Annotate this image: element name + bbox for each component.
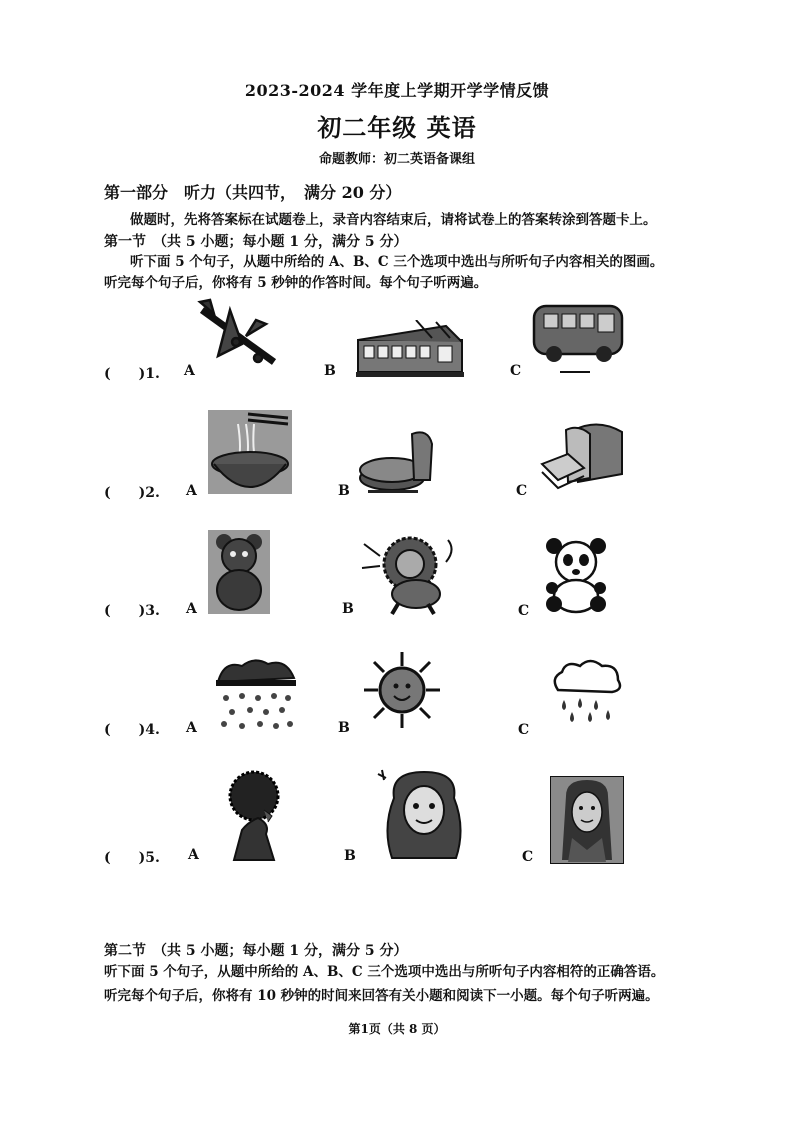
question-5-option-a: A xyxy=(188,847,199,863)
question-3-option-c: C xyxy=(518,603,530,619)
question-5-option-c: C xyxy=(522,849,534,865)
question-1-option-c: C xyxy=(510,363,522,379)
bread-icon xyxy=(538,420,628,496)
question-5-option-b: B xyxy=(344,848,356,864)
question-2-number: ( )2. xyxy=(104,485,160,501)
question-3-option-a: A xyxy=(186,601,197,617)
train-icon xyxy=(356,320,466,378)
panda-icon xyxy=(540,536,612,614)
question-3-option-b: B xyxy=(342,601,354,617)
question-4-option-a: A xyxy=(186,720,197,736)
sun-icon xyxy=(362,650,442,730)
section1-heading: 第一节 （共 5 小题；每小题 1 分，满分 5 分） xyxy=(104,234,408,250)
question-4-option-b: B xyxy=(338,720,350,736)
airplane-icon xyxy=(196,296,282,378)
page-number: 第1页（共 8 页） xyxy=(348,1022,446,1036)
section2-instructions-2: 听完每个句子后，你将有 10 秒钟的时间来回答有关小题和阅读下一小题。每个句子听两遍。 xyxy=(104,988,659,1004)
question-4-number: ( )4. xyxy=(104,722,160,738)
section1-instructions-2: 听完每个句子后，你将有 5 秒钟的作答时间。每个句子听两遍。 xyxy=(104,275,488,291)
question-4-option-c: C xyxy=(518,722,530,738)
exam-subject-title: 初二年级 英语 xyxy=(317,113,477,142)
question-3-number: ( )3. xyxy=(104,603,160,619)
rain-icon xyxy=(550,658,624,724)
cake-icon xyxy=(358,424,438,494)
section2-heading: 第二节 （共 5 小题；每小题 1 分，满分 5 分） xyxy=(104,943,408,959)
part1-heading: 第一部分 听力（共四节， 满分 20 分） xyxy=(104,183,402,202)
question-2-option-c: C xyxy=(516,483,528,499)
exam-title: 2023-2024 学年度上学期开学学情反馈 xyxy=(244,81,550,100)
section2-instructions-1: 听下面 5 个句子，从题中所给的 A、B、C 三个选项中选出与所听句子内容相符的正确答语。 xyxy=(104,964,665,980)
lion-icon xyxy=(358,530,458,616)
section1-instructions-1: 听下面 5 个句子，从题中所给的 A、B、C 三个选项中选出与所听句子内容相关的图画。 xyxy=(130,254,664,270)
noodles-icon xyxy=(208,410,292,494)
long-curly-hair-girl-icon xyxy=(376,768,472,864)
snow-icon xyxy=(214,656,298,736)
question-2-option-a: A xyxy=(186,483,197,499)
question-1-option-b: B xyxy=(324,363,336,379)
bear-icon xyxy=(208,530,270,614)
curly-hair-boy-icon xyxy=(224,770,288,864)
part1-intro: 做题时，先将答案标在试题卷上，录音内容结束后，请将试卷上的答案转涂到答题卡上。 xyxy=(130,212,657,228)
bus-icon xyxy=(530,298,626,376)
question-1-number: ( )1. xyxy=(104,366,160,382)
exam-author: 命题教师：初二英语备课组 xyxy=(318,152,475,167)
question-2-option-b: B xyxy=(338,483,350,499)
question-1-option-a: A xyxy=(184,363,195,379)
question-5-number: ( )5. xyxy=(104,850,160,866)
straight-hair-girl-icon xyxy=(550,776,624,864)
